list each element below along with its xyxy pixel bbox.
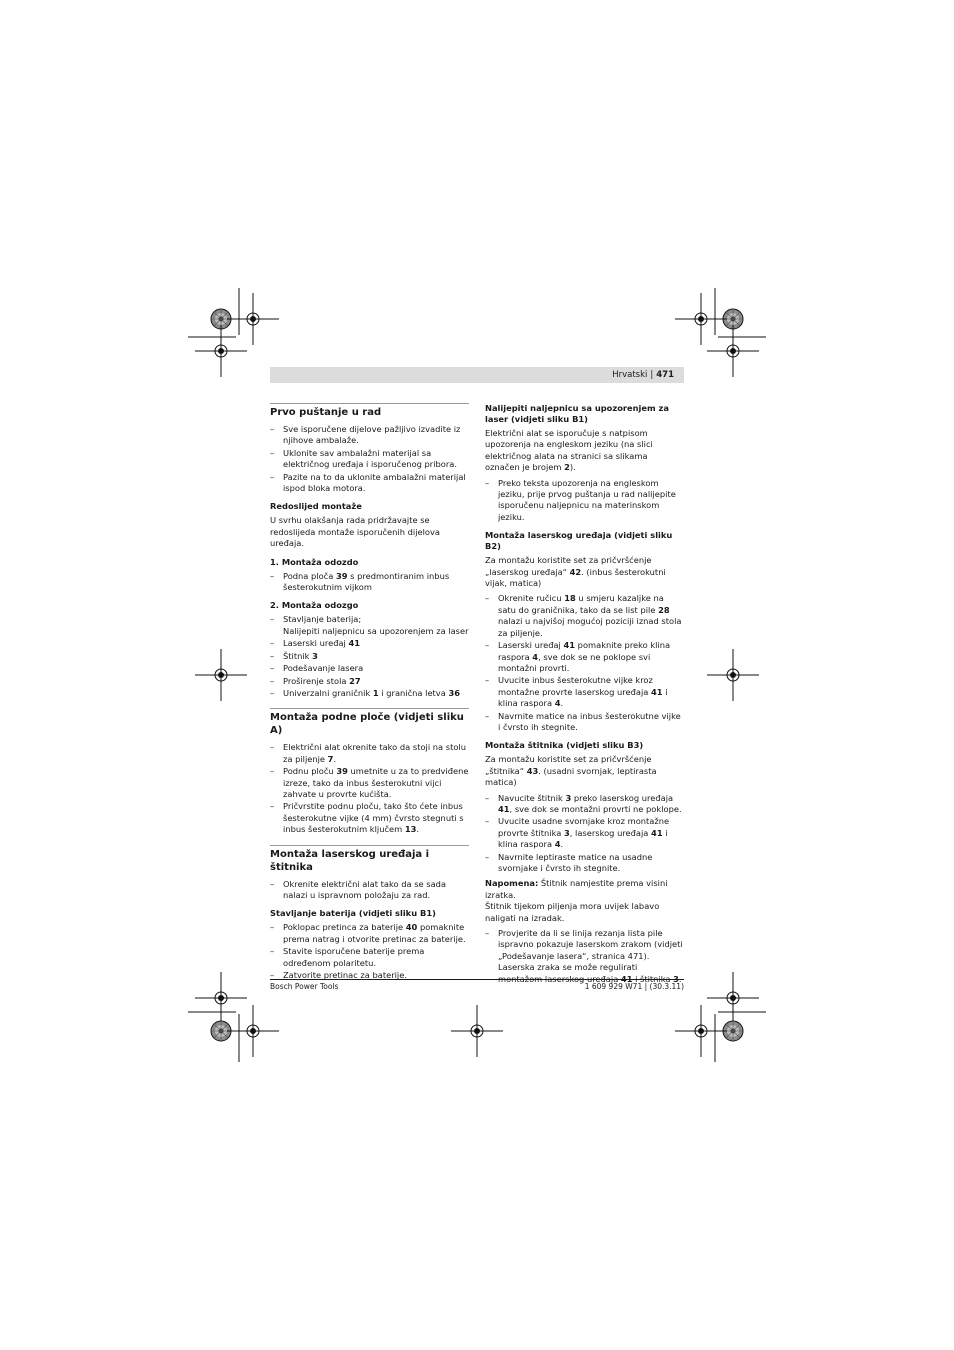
list-item: – Podešavanje lasera [270, 663, 469, 674]
header-language: Hrvatski [612, 370, 648, 380]
assembly-order-paragraph: U svrhu olakšanja rada pridržavajte se redoslijeda montaže isporučenih dijelova uređaja. [270, 515, 440, 549]
footer-rule [270, 979, 684, 980]
registration-mark-mid-left [195, 649, 247, 701]
registration-mark-top-right [675, 288, 766, 377]
laser-mount-list [485, 593, 684, 733]
list-item: – Sve isporučene dijelove pažljivo izvadite iz njihove ambalaže. [270, 424, 469, 447]
section-title-base-plate: Montaža podne ploče (vidjeti sliku A) [270, 708, 469, 737]
list-item: – Električni alat okrenite tako da stoji na stolu za piljenje 7. [270, 742, 469, 765]
laser-mount-paragraph: Za montažu koristite set za pričvršćenje „laserskog uređaja“ 42. (inbus šesterokutni vijak, matica) [485, 555, 666, 589]
warning-label-list [485, 478, 684, 524]
batteries-list [270, 922, 469, 981]
list-item: – Laserski uređaj 41 [270, 638, 469, 649]
registration-mark-mid-right [707, 649, 759, 701]
list-item: – Univerzalni graničnik 1 i granična letva 36 [270, 688, 469, 699]
section-title-batteries: Stavljanje baterija (vidjeti sliku B1) [270, 908, 436, 919]
list-item: – Štitnik 3 [270, 651, 469, 662]
page-header [270, 367, 684, 383]
first-start-list [270, 424, 469, 494]
list-item: – Stavite isporučene baterije prema određenom polaritetu. [270, 946, 469, 969]
section-title-warning-label: Nalijepiti naljepnicu sa upozorenjem za laser (vidjeti sliku B1) [485, 403, 669, 424]
list-item: – Zatvorite pretinac za baterije. [270, 970, 469, 981]
registration-mark-bottom-left [188, 972, 279, 1062]
laser-guard-list [270, 879, 469, 902]
list-item: – Navucite štitnik 3 preko laserskog uređaja 41, sve dok se montažni provrti ne poklope. [485, 793, 684, 816]
note-paragraph: Napomena: Štitnik namjestite prema visini izratka. Štitnik tijekom piljenja mora uvijek labavo naligati na izradak. [485, 878, 668, 923]
list-item: – Uvucite inbus šesterokutne vijke kroz montažne provrte laserskog uređaja 41 i klina raspora 4. [485, 675, 684, 709]
list-item: – Navrnite matice na inbus šesterokutne vijke i čvrsto ih stegnite. [485, 711, 684, 734]
list-item: – Preko teksta upozorenja na engleskom jeziku, prije prvog puštanja u rad nalijepite isporučenu naljepnicu na materinskom jeziku. [485, 478, 684, 524]
registration-mark-bottom-center [451, 1005, 503, 1057]
list-item: – Podnu ploču 39 umetnite u za to predviđene izreze, tako da inbus šesterokutni vijci zahvate u provrte kućišta. [270, 766, 469, 800]
list-item: – Pričvrstite podnu ploču, tako što ćete inbus šesterokutne vijke (4 mm) čvrsto stegnuti s inbus šesterokutnim ključem 13. [270, 801, 469, 835]
section-title-guard-mount: Montaža štitnika (vidjeti sliku B3) [485, 740, 644, 751]
registration-mark-bottom-right [675, 972, 766, 1062]
section-title-laser-and-guard: Montaža laserskog uređaja i štitnika [270, 845, 469, 874]
bottom-assembly-list [270, 571, 469, 594]
list-item: – Poklopac pretinca za baterije 40 pomaknite prema natrag i otvorite pretinac za baterije. [270, 922, 469, 945]
list-item: – Okrenite ručicu 18 u smjeru kazaljke na satu do graničnika, tako da se list pile 28 nalazi u najvišoj mogućoj poziciji iznad stola za piljenje. [485, 593, 684, 639]
list-item: – Podna ploča 39 s predmontiranim inbus šesterokutnim vijkom [270, 571, 469, 594]
list-item: – Proširenje stola 27 [270, 676, 469, 687]
footer-doc-number: 1 609 929 W71 | (30.3.11) [584, 982, 684, 991]
guard-mount-paragraph: Za montažu koristite set za pričvršćenje „štitnika“ 43. (usadni svornjak, leptirasta matica) [485, 754, 657, 788]
section-title-top-assembly: 2. Montaža odozgo [270, 600, 359, 611]
base-plate-list [270, 742, 469, 835]
guard-mount-list [485, 793, 684, 875]
page-number: 471 [656, 370, 674, 380]
section-title-first-start: Prvo puštanje u rad [270, 403, 469, 419]
list-item: – Okrenite električni alat tako da se sada nalazi u ispravnom položaju za rad. [270, 879, 469, 902]
list-item: – Uvucite usadne svornjake kroz montažne provrte štitnika 3, laserskog uređaja 41 i klina raspora 4. [485, 816, 684, 850]
list-item: – Navrnite leptiraste matice na usadne svornjake i čvrsto ih stegnite. [485, 852, 684, 875]
list-item: – Uklonite sav ambalažni materijal sa električnog uređaja i isporučenog pribora. [270, 448, 469, 471]
registration-mark-top-left [188, 288, 279, 377]
list-item: – Provjerite da li se linija rezanja lista pile ispravno pokazuje laserskom zrakom (vidjeti „Podešavanje lasera“, stranica 471). Laserska zraka se može regulirati montažom laserskog uređaja 41 i štitnika 3. [485, 928, 684, 985]
list-item: – Pazite na to da uklonite ambalažni materijal ispod bloka motora. [270, 472, 469, 495]
section-title-assembly-order: Redoslijed montaže [270, 501, 362, 512]
warning-label-paragraph: Električni alat se isporučuje s natpisom upozorenja na engleskom jeziku (na slici električnog alata na stranici sa slikama označen je brojem 2). [485, 428, 653, 473]
laser-check-list [485, 928, 684, 985]
note-label: Napomena: [485, 878, 539, 889]
top-assembly-list [270, 614, 469, 699]
header-text [612, 369, 674, 381]
list-item: – Stavljanje baterija; Nalijepiti naljepnicu sa upozorenjem za laser [270, 614, 469, 637]
left-column [270, 403, 469, 985]
list-item: – Laserski uređaj 41 pomaknite preko klina raspora 4, sve dok se ne poklope svi montažni provrti. [485, 640, 684, 674]
header-separator: | [650, 370, 654, 380]
section-title-bottom-assembly: 1. Montaža odozdo [270, 556, 359, 567]
footer-brand: Bosch Power Tools [270, 982, 339, 991]
section-title-laser-mount: Montaža laserskog uređaja (vidjeti sliku B2) [485, 530, 673, 552]
right-column [485, 403, 684, 989]
